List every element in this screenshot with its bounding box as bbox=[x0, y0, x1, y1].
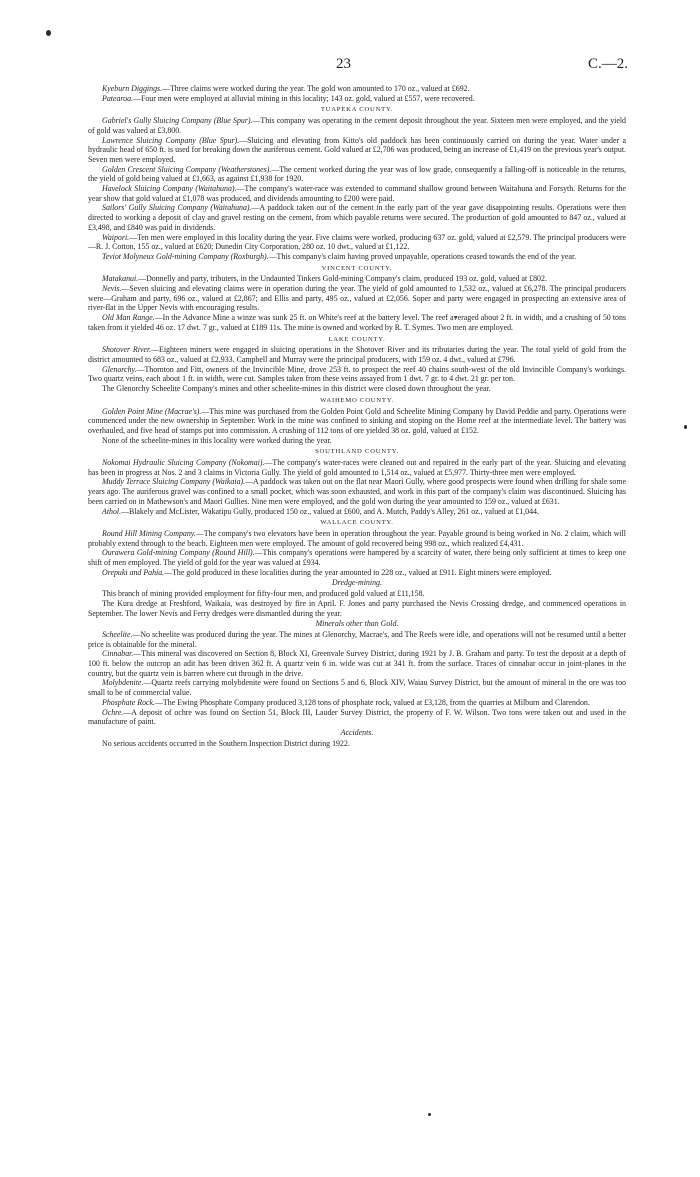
report-paragraph bbox=[88, 184, 626, 203]
paragraph-lead: Gabriel's Gully Sluicing Company (Blue Spur). bbox=[102, 116, 253, 126]
report-paragraph bbox=[88, 436, 626, 446]
section-heading: Minerals other than Gold. bbox=[315, 619, 399, 629]
paragraph-lead: Lawrence Sluicing Company (Blue Spur). bbox=[102, 135, 240, 145]
paragraph-text: —A paddock taken out of the cement in the early part of the year gave disappointing results. Operations were then directed to working a deposit of clay and gravel resting on the cement, from which payable returns were secured. The production of gold amounted to 847 oz., valued at £3,498, and £840 was paid in dividends. bbox=[88, 203, 626, 232]
paragraph-text: —Sluicing and elevating from Kitto's old paddock has been continuously carried on during the year. Water under a hydraulic head of 650 ft. is used for breaking down the auriferous cement. Gold valued at £2,706 was produced, being an increase of £1,419 on the previous year's output. Seven men were employed. bbox=[88, 135, 626, 164]
report-paragraph bbox=[88, 649, 626, 678]
paragraph-lead: Muddy Terrace Sluicing Company (Waikaia). bbox=[102, 477, 246, 487]
report-paragraph bbox=[88, 136, 626, 165]
paragraph-lead: Patearoa. bbox=[102, 93, 134, 103]
paragraph-lead: Waipori. bbox=[102, 232, 130, 242]
paragraph-text: —The company's water-races were cleaned out and repaired in the early part of the year. Sluicing and elevating has been in progress at Nos. 2 and 3 claims in Victoria Gully. The yield of gold amounted to 1,514 oz., valued at £5,977. Thirty-three men were employed. bbox=[88, 458, 626, 477]
paragraph-text: —Quartz reefs carrying molybdenite were found on Sections 5 and 6, Block XIV, Waiau Survey District, but the amount of mineral in the ore was too small to be of commercial value. bbox=[88, 678, 626, 698]
paragraph-lead: Orepuki and Pahia. bbox=[102, 567, 165, 577]
paragraph-text: —Thornton and Fitt, owners of the Invincible Mine, drove 253 ft. to prospect the reef 40 chains south-west of the old Invincible Company's workings. Two quartz veins, each about 1 ft. in width, were cut. Samples taken from these veins assayed from 1 dwt. 7 gr. to 4 dwt. 21 gr. per ton. bbox=[88, 364, 626, 384]
paragraph-lead: Phosphate Rock. bbox=[102, 697, 156, 707]
paragraph-text: —The gold produced in these localities during the year amounted to 228 oz., valued at £911. Eight miners were employed. bbox=[164, 567, 552, 577]
paragraph-lead: Sailors' Gully Sluicing Company (Waitahuna). bbox=[102, 203, 252, 213]
report-paragraph bbox=[88, 274, 626, 284]
paragraph-text: —A paddock was taken out on the flat near Maori Gully, where good prospects were found when drilling for shale some years ago. The auriferous gravel was confined to a small pocket, which was soon exhausted, and work in this part of the company's claim was discontinued. Sluicing has been carried on in Mathewson's and Maori Gullies. Nine men were employed, and the gold won during the year amounted to 159 oz., valued at £631. bbox=[88, 477, 627, 506]
report-paragraph bbox=[88, 589, 626, 599]
paragraph-text: —This mineral was discovered on Section 8, Block XI, Greenvale Survey District, during 1921 by J. B. Graham and party. To test the deposit at a depth of 100 ft. below the outcrop an adit has been driven 362 ft. A quartz vein 6 in. wide was cut at 341 ft. from the surface. Traces of cinnabar occur in joint-planes in the country, but the quartz vein is barren where cut through in the drive. bbox=[88, 649, 626, 678]
report-paragraph bbox=[88, 698, 626, 708]
paragraph-text: —Donnelly and party, tributers, in the Undaunted Tinkers Gold-mining Company's claim, produced 193 oz. gold, valued at £802. bbox=[138, 274, 547, 284]
paragraph-lead: Old Man Range. bbox=[102, 313, 155, 323]
paragraph-lead: Havelock Sluicing Company (Waitahuna). bbox=[102, 184, 237, 194]
report-paragraph bbox=[88, 84, 626, 94]
report-paragraph bbox=[88, 365, 626, 384]
scan-speck bbox=[428, 1113, 431, 1116]
section-heading: Dredge-mining. bbox=[332, 578, 382, 588]
report-paragraph bbox=[88, 345, 626, 364]
page-number: 23 bbox=[336, 56, 351, 72]
report-paragraph bbox=[88, 477, 626, 506]
paragraph-lead: Ochre. bbox=[102, 707, 124, 717]
paragraph-text: —The Ewing Phosphate Company produced 3,128 tons of phosphate rock, valued at £3,128, from the quarries at Milburn and Clarendon. bbox=[155, 697, 590, 707]
report-paragraph bbox=[88, 284, 626, 313]
report-paragraph bbox=[88, 568, 626, 578]
paragraph-text: —The company's water-race was extended to command shallow ground between Waitahuna and Forsyth. Returns for the year show that gold valued at £1,078 was produced, and dividends amounting to £200 were paid. bbox=[88, 184, 626, 203]
paragraph-text: —This company's claim having proved unpayable, operations ceased towards the end of the year. bbox=[268, 251, 577, 261]
paragraph-lead: Kyeburn Diggings. bbox=[102, 84, 163, 93]
paragraph-lead: Nevis. bbox=[102, 284, 122, 294]
paragraph-text: This branch of mining provided employment for fifty-four men, and produced gold valued at £11,158. bbox=[102, 589, 425, 599]
document-reference: C.—2. bbox=[587, 56, 628, 72]
section-heading: Accidents. bbox=[340, 728, 374, 737]
paragraph-text: —This mine was purchased from the Golden Point Gold and Scheelite Mining Company by David Peddie and party. Operations were commenced under the new ownership in September. Work in the mine was confined to sinking and stoping on the Home reef at the intermediate level. The battery was overhauled, and five head of stamps put into commission. A crushing of 112 tons of ore yielded 38 oz. gold, valued at £152. bbox=[88, 406, 626, 435]
paragraph-text: No serious accidents occurred in the Southern Inspection District during 1922. bbox=[102, 738, 350, 748]
report-paragraph bbox=[88, 529, 626, 548]
report-paragraph bbox=[88, 507, 626, 517]
report-paragraph bbox=[88, 739, 626, 749]
paragraph-text: —Blakely and McLister, Wakatipu Gully, produced 150 oz., valued at £600, and A. Mutch, Paddy's Alley, 261 oz., valued at £1,044. bbox=[121, 506, 539, 516]
report-body bbox=[88, 84, 626, 748]
report-paragraph bbox=[88, 458, 626, 477]
county-heading: SOUTHLAND COUNTY. bbox=[315, 448, 399, 456]
paragraph-lead: Nokomai Hydraulic Sluicing Company (Nokomai). bbox=[102, 458, 265, 468]
report-paragraph bbox=[88, 94, 626, 104]
county-heading: LAKE COUNTY. bbox=[328, 335, 386, 343]
paragraph-lead: Matakanui. bbox=[102, 274, 139, 284]
paragraph-lead: Golden Crescent Sluicing Company (Weatherstones). bbox=[102, 164, 272, 174]
report-paragraph bbox=[88, 407, 626, 436]
paragraph-lead: Cinnabar. bbox=[102, 649, 134, 659]
report-paragraph bbox=[88, 313, 626, 332]
paragraph-text: —This company was operating in the cement deposit throughout the year. Sixteen men were employed, and the yield of gold was valued at £3,800. bbox=[88, 116, 626, 135]
county-heading: WAIHEMO COUNTY. bbox=[320, 396, 394, 404]
county-heading: VINCENT COUNTY. bbox=[321, 264, 393, 272]
paragraph-text: —Three claims were worked during the year. The gold won amounted to 170 oz., valued at £692. bbox=[162, 84, 470, 93]
paragraph-text: —No scheelite was produced during the year. The mines at Glenorchy, Macrae's, and The Reefs were idle, and operations will not be resumed until a better price is obtainable for the mineral. bbox=[88, 629, 626, 649]
paragraph-text: None of the scheelite-mines in this locality were worked during the year. bbox=[102, 435, 332, 445]
paragraph-lead: Glenorchy. bbox=[102, 364, 137, 374]
report-paragraph bbox=[88, 116, 626, 135]
report-paragraph bbox=[88, 233, 626, 252]
paragraph-text: The Glenorchy Scheelite Company's mines and other scheelite-mines in this district were closed down throughout the year. bbox=[102, 384, 491, 394]
paragraph-text: —Four men were employed at alluvial mining in this locality; 143 oz. gold, valued at £557, were recovered. bbox=[133, 93, 475, 103]
paragraph-lead: Athol. bbox=[102, 506, 122, 516]
report-paragraph bbox=[88, 548, 626, 567]
county-heading: TUAPEKA COUNTY. bbox=[320, 106, 394, 114]
report-paragraph bbox=[88, 252, 626, 262]
paragraph-text: —Ten men were employed in this locality during the year. Five claims were worked, producing 637 oz. gold, valued at £2,579. The principal producers were—R. J. Cotton, 155 oz., valued at £620; Dunedin City Corporation, 280 oz. 10 dwt., valued at £1,122. bbox=[88, 232, 626, 252]
report-paragraph bbox=[88, 678, 626, 697]
county-heading: WALLACE COUNTY. bbox=[320, 519, 394, 527]
paragraph-lead: Scheelite. bbox=[102, 629, 133, 639]
paragraph-text: —The cement worked during the year was of low grade, consequently a falling-off is noticeable in the returns, the yield of gold being valued at £1,663, as against £1,938 for 1920. bbox=[88, 164, 626, 184]
scan-speck bbox=[46, 30, 51, 36]
paragraph-lead: Round Hill Mining Company. bbox=[102, 528, 196, 538]
report-paragraph bbox=[88, 165, 626, 184]
paragraph-text: —The company's two elevators have been in operation throughout the year. Payable ground is being worked in No. 2 claim, which will probably extend through to the beach. Eighteen men were employed. The amount of gold recovered being 998 oz., which realized £4,431. bbox=[88, 528, 626, 548]
paragraph-lead: Shotover River. bbox=[102, 345, 152, 355]
paragraph-lead: Golden Point Mine (Macrae's). bbox=[102, 406, 202, 416]
paragraph-text: —A deposit of ochre was found on Section 51, Block III, Lauder Survey District, the property of F. W. Wilson. Two tons were taken out and used in the manufacture of paint. bbox=[88, 707, 626, 727]
report-paragraph bbox=[88, 630, 626, 649]
paragraph-text: The Kura dredge at Freshford, Waikaia, was destroyed by fire in April. F. Jones and party purchased the Nevis Crossing dredge, and commenced operations in September. The lower Nevis and Ferry dredges were dismantled during the year. bbox=[88, 598, 626, 618]
report-paragraph bbox=[88, 384, 626, 394]
report-paragraph bbox=[88, 708, 626, 727]
paragraph-text: —Eighteen miners were engaged in sluicing operations in the Shotover River and its tributaries during the year. The total yield of gold from the district amounted to 683 oz., valued at £2,933. Campbell and Murray were the principal producers, with 159 oz. 4 dwt., valued at £796. bbox=[88, 345, 626, 364]
paragraph-lead: Teviot Molyneux Gold-mining Company (Roxburgh). bbox=[102, 251, 269, 261]
paragraph-text: —In the Advance Mine a winze was sunk 25 ft. on White's reef at the battery level. The reef averaged about 2 ft. in width, and a crushing of 50 tons taken from it yielded 46 oz. 17 dwt. 7 gr., valued at £189 11s. The mine is owned and worked by R. T. Symes. Two men are employed. bbox=[88, 313, 626, 332]
paragraph-text: —Seven sluicing and elevating claims were in operation during the year. The yield of gold amounted to 1,532 oz., valued at £6,278. The principal producers were—Graham and party, 696 oz., valued at £2,867; and Ellis and party, 495 oz., valued at £2,056. Soper and party were engaged in prospecting an extensive area of river-flat in the Upper Nevis with encouraging results. bbox=[88, 284, 626, 313]
paragraph-text: —This company's operations were hampered by a scarcity of water, there being only sufficient at times to keep one shift of men employed. The yield of gold for the year was valued at £934. bbox=[88, 548, 626, 568]
page-header bbox=[0, 56, 700, 74]
scan-speck bbox=[684, 425, 687, 429]
report-paragraph bbox=[88, 203, 626, 232]
report-paragraph bbox=[88, 599, 626, 618]
paragraph-lead: Molybdenite. bbox=[102, 678, 144, 688]
paragraph-lead: Ourawera Gold-mining Company (Round Hill). bbox=[102, 548, 255, 558]
